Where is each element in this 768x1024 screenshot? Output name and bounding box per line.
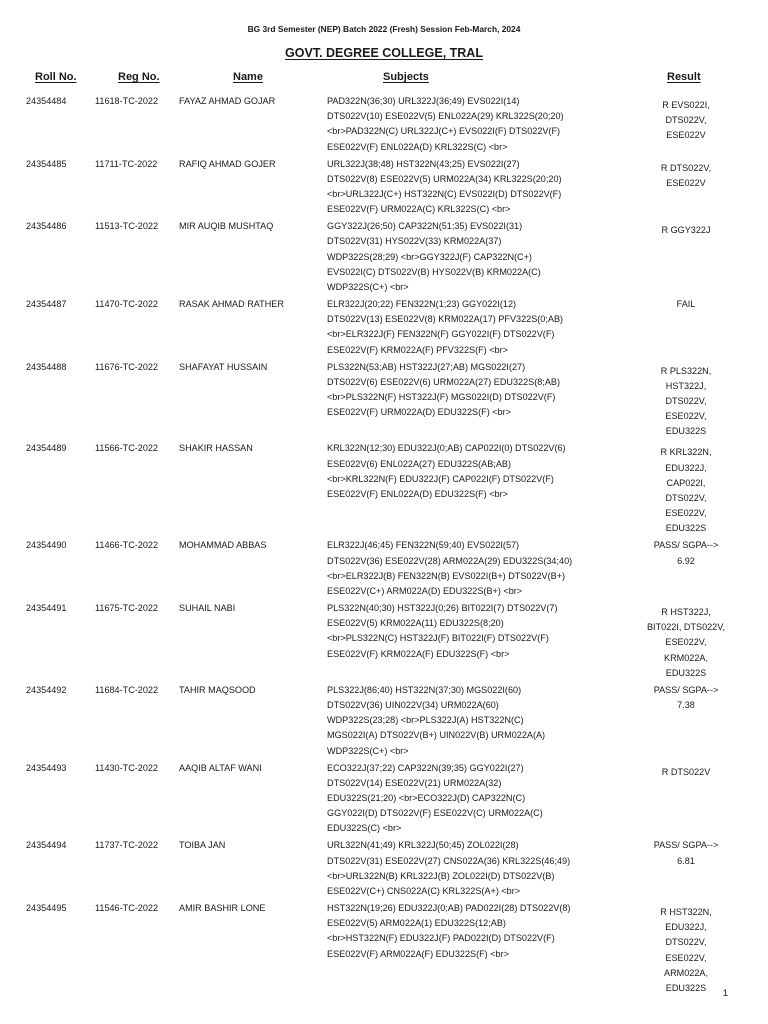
subjects-cell <box>327 601 632 662</box>
roll-number: 24354485 <box>26 158 67 169</box>
registration-number: 11676-TC-2022 <box>95 361 159 372</box>
subjects-line: EDU322S(C) <br> <box>327 823 402 834</box>
subjects-line: ELR322J(46;45) FEN322N(59;40) EVS022I(57) <box>327 540 520 551</box>
student-name: TOIBA JAN <box>179 840 226 851</box>
result-line: 6.92 <box>677 555 695 566</box>
subjects-line: ELR322J(20;22) FEN322N(1;23) GGY022I(12) <box>327 298 517 309</box>
result-line: DTS022V, <box>665 395 707 406</box>
subjects-cell <box>327 157 632 218</box>
subjects-line: ESE022V(F) URM022A(C) KRL322S(C) <br> <box>327 204 511 215</box>
result-line: R HST322N, <box>660 906 712 917</box>
subjects-line: EDU322S(21;20) <br>ECO322J(D) CAP322N(C) <box>327 792 526 803</box>
subjects-line: ESE022V(6) ENL022A(27) EDU322S(AB;AB) <box>327 458 511 469</box>
result-line: EDU322S <box>665 523 707 534</box>
subjects-line: GGY022I(D) DTS022V(F) ESE022V(C) URM022A(C) <box>327 808 543 819</box>
result-line: EDU322J, <box>665 922 707 933</box>
result-line: R PLS322N, <box>660 365 712 376</box>
table-row <box>0 601 768 683</box>
result-cell <box>636 157 736 191</box>
roll-number: 24354489 <box>26 443 67 454</box>
student-name: FAYAZ AHMAD GOJAR <box>179 96 276 106</box>
roll-number: 24354484 <box>26 96 67 106</box>
subjects-line: ESE022V(F) KRM022A(F) EDU322S(F) <br> <box>327 648 510 659</box>
result-line: CAP022I, <box>666 477 706 488</box>
subjects-line: PLS322N(53;AB) HST322J(27;AB) MGS022I(27) <box>327 361 526 372</box>
subjects-line: ESE022V(5) KRM022A(11) EDU322S(8;20) <box>327 618 504 629</box>
result-line: R DTS022V <box>661 766 711 777</box>
table-row <box>0 157 768 220</box>
table-row <box>0 441 768 538</box>
subjects-cell <box>327 761 632 837</box>
subjects-line: ESE022V(F) ENL022A(D) EDU322S(F) <br> <box>327 488 508 499</box>
subjects-line: <br>PAD322N(C) URL322J(C+) EVS022I(F) DTS022V(F) <box>327 126 561 137</box>
table-row <box>0 360 768 442</box>
subjects-line: WDP322S(23;28) <br>PLS322J(A) HST322N(C) <box>327 715 524 726</box>
result-line: BIT022I, DTS022V, <box>646 622 725 633</box>
subjects-line: WDP322S(28;29) <br>GGY322J(F) CAP322N(C+) <box>327 251 532 262</box>
result-line: R EVS022I, <box>662 100 710 110</box>
result-line: EDU322S <box>665 982 707 993</box>
student-name: TAHIR MAQSOOD <box>179 684 256 695</box>
subjects-line: ESE022V(F) KRM022A(F) PFV322S(F) <br> <box>327 344 508 355</box>
result-cell <box>636 538 736 568</box>
subjects-line: MGS022I(A) DTS022V(B+) UIN022V(B) URM022A(A) <box>327 730 546 741</box>
student-name: AMIR BASHIR LONE <box>179 902 266 913</box>
subjects-cell <box>327 538 632 599</box>
subjects-line: <br>URL322N(B) KRL322J(B) ZOL022I(D) DTS022V(B) <box>327 870 555 881</box>
result-cell <box>636 601 736 681</box>
table-row <box>0 94 768 157</box>
result-line: R KRL322N, <box>660 447 712 458</box>
result-cell <box>636 360 736 440</box>
result-line: DTS022V, <box>665 492 707 503</box>
result-line: PASS/ SGPA--> <box>653 684 719 695</box>
result-line: ESE022V <box>666 130 706 141</box>
subjects-cell <box>327 219 632 295</box>
subjects-line: <br>ELR322J(F) FEN322N(F) GGY022I(F) DTS022V(F) <box>327 329 555 340</box>
result-line: ESE022V, <box>665 637 707 648</box>
result-line: ARM022A, <box>664 967 708 978</box>
subjects-cell <box>327 683 632 759</box>
result-line: 6.81 <box>677 855 695 866</box>
subjects-line: DTS022V(6) ESE022V(6) URM022A(27) EDU322S(8;AB) <box>327 376 560 387</box>
result-cell <box>636 838 736 868</box>
registration-number: 11466-TC-2022 <box>95 540 159 551</box>
roll-number: 24354491 <box>26 602 67 613</box>
result-line: ESE022V, <box>665 508 707 519</box>
student-name: MIR AUQIB MUSHTAQ <box>179 221 274 232</box>
registration-number: 11430-TC-2022 <box>95 762 159 773</box>
table-row <box>0 901 768 998</box>
page-number: 1 <box>722 988 728 999</box>
subjects-line: DTS022V(13) ESE022V(8) KRM022A(17) PFV322S(0;AB) <box>327 314 564 325</box>
subjects-line: DTS022V(31) HYS022V(33) KRM022A(37) <box>327 236 502 247</box>
registration-number: 11675-TC-2022 <box>95 602 159 613</box>
table-row <box>0 761 768 839</box>
subjects-line: DTS022V(10) ESE022V(5) ENL022A(29) KRL322S(20;20) <box>327 111 564 122</box>
roll-number: 24354488 <box>26 361 67 372</box>
result-cell <box>636 683 736 713</box>
table-row <box>0 219 768 297</box>
table-row <box>0 838 768 901</box>
subjects-line: <br>KRL322N(F) EDU322J(F) CAP022I(F) DTS022V(F) <box>327 473 554 484</box>
subjects-cell <box>327 297 632 358</box>
result-line: R DTS022V, <box>660 162 712 173</box>
subjects-line: DTS022V(36) ESE022V(28) ARM022A(29) EDU322S(34;40) <box>327 555 573 566</box>
registration-number: 11546-TC-2022 <box>95 902 159 913</box>
student-name: RAFIQ AHMAD GOJER <box>179 158 276 169</box>
subjects-line: GGY322J(26;50) CAP322N(51;35) EVS022I(31) <box>327 221 523 232</box>
roll-number: 24354494 <box>26 840 67 851</box>
subjects-cell <box>327 360 632 421</box>
roll-number: 24354490 <box>26 540 67 551</box>
subjects-line: DTS022V(14) ESE022V(21) URM022A(32) <box>327 777 502 788</box>
subjects-line: PAD322N(36;30) URL322J(36;49) EVS022I(14) <box>327 96 520 106</box>
subjects-line: PLS322J(86;40) HST322N(37;30) MGS022I(60) <box>327 684 522 695</box>
subjects-cell <box>327 441 632 502</box>
result-line: KRM022A, <box>664 652 708 663</box>
result-cell <box>636 901 736 996</box>
subjects-line: EVS022I(C) DTS022V(B) HYS022V(B) KRM022A(C) <box>327 266 541 277</box>
subjects-line: <br>PLS322N(C) HST322J(F) BIT022I(F) DTS022V(F) <box>327 633 549 644</box>
result-line: EDU322S <box>665 426 707 437</box>
roll-number: 24354495 <box>26 902 67 913</box>
result-cell <box>636 441 736 536</box>
subjects-line: ESE022V(C+) CNS022A(C) KRL322S(A+) <br> <box>327 885 521 896</box>
student-name: SUHAIL NABI <box>179 602 236 613</box>
subjects-line: URL322N(41;49) KRL322J(50;45) ZOL022I(28) <box>327 840 519 851</box>
batch-session-title: BG 3rd Semester (NEP) Batch 2022 (Fresh) Session Feb-March, 2024 <box>247 24 521 34</box>
result-line: FAIL <box>676 298 696 309</box>
result-line: R HST322J, <box>661 606 711 617</box>
subjects-line: ESE022V(F) URM022A(D) EDU322S(F) <br> <box>327 407 511 418</box>
subjects-line: <br>ELR322J(B) FEN322N(B) EVS022I(B+) DTS022V(B+) <box>327 570 566 581</box>
result-line: DTS022V, <box>665 115 707 126</box>
subjects-line: ESE022V(F) ARM022A(F) EDU322S(F) <br> <box>327 948 509 959</box>
column-header-subjects: Subjects <box>383 71 429 83</box>
roll-number: 24354487 <box>26 298 67 309</box>
subjects-line: <br>PLS322N(F) HST322J(F) MGS022I(D) DTS022V(F) <box>327 391 556 402</box>
result-line: ESE022V, <box>665 952 707 963</box>
registration-number: 11737-TC-2022 <box>95 840 159 851</box>
student-name: MOHAMMAD ABBAS <box>179 540 267 551</box>
result-line: 7.38 <box>677 699 695 710</box>
registration-number: 11711-TC-2022 <box>95 158 158 169</box>
subjects-line: WDP322S(C+) <br> <box>327 745 409 756</box>
column-header-result: Result <box>667 71 701 83</box>
registration-number: 11566-TC-2022 <box>95 443 159 454</box>
column-header-roll-no: Roll No. <box>35 71 77 83</box>
result-line: HST322J, <box>665 380 707 391</box>
column-header-reg-no: Reg No. <box>118 71 160 83</box>
subjects-cell <box>327 901 632 962</box>
registration-number: 11470-TC-2022 <box>95 298 159 309</box>
result-line: DTS022V, <box>665 937 707 948</box>
table-row <box>0 297 768 360</box>
subjects-line: <br>HST322N(F) EDU322J(F) PAD022I(D) DTS022V(F) <box>327 933 555 944</box>
student-name: AAQIB ALTAF WANI <box>179 762 262 773</box>
registration-number: 11513-TC-2022 <box>95 221 159 232</box>
student-name: RASAK AHMAD RATHER <box>179 298 284 309</box>
subjects-line: URL322J(38;48) HST322N(43;25) EVS022I(27) <box>327 158 520 169</box>
result-cell <box>636 219 736 238</box>
subjects-line: ECO322J(37;22) CAP322N(39;35) GGY022I(27) <box>327 762 524 773</box>
student-name: SHAFAYAT HUSSAIN <box>179 361 268 372</box>
subjects-line: ESE022V(F) ENL022A(D) KRL322S(C) <br> <box>327 141 508 152</box>
college-name: GOVT. DEGREE COLLEGE, TRAL <box>285 46 483 60</box>
subjects-line: DTS022V(8) ESE022V(5) URM022A(34) KRL322S(20;20) <box>327 173 562 184</box>
result-line: ESE022V <box>666 177 706 188</box>
subjects-line: WDP322S(C+) <br> <box>327 282 409 292</box>
subjects-line: PLS322N(40;30) HST322J(0;26) BIT022I(7) DTS022V(7) <box>327 602 558 613</box>
roll-number: 24354486 <box>26 221 67 232</box>
result-cell <box>636 94 736 144</box>
subjects-line: DTS022V(31) ESE022V(27) CNS022A(36) KRL322S(46;49) <box>327 855 571 866</box>
result-cell <box>636 297 736 312</box>
result-line: ESE022V, <box>665 411 707 422</box>
student-name: SHAKIR HASSAN <box>179 443 253 454</box>
results-table-body <box>0 94 768 998</box>
result-line: EDU322S <box>665 667 707 678</box>
subjects-line: <br>URL322J(C+) HST322N(C) EVS022I(D) DTS022V(F) <box>327 189 562 199</box>
roll-number: 24354493 <box>26 762 67 773</box>
subjects-line: ESE022V(C+) ARM022A(D) EDU322S(B+) <br> <box>327 585 523 596</box>
result-line: PASS/ SGPA--> <box>653 840 719 851</box>
result-line: PASS/ SGPA--> <box>653 540 719 551</box>
registration-number: 11618-TC-2022 <box>95 96 159 106</box>
result-line: R GGY322J <box>661 225 711 236</box>
result-line: EDU322J, <box>665 462 707 473</box>
result-cell <box>636 761 736 780</box>
subjects-line: KRL322N(12;30) EDU322J(0;AB) CAP022I(0) DTS022V(6) <box>327 443 566 454</box>
column-header-name: Name <box>233 71 263 83</box>
subjects-cell <box>327 94 632 155</box>
table-row <box>0 538 768 601</box>
subjects-line: ESE022V(5) ARM022A(1) EDU322S(12;AB) <box>327 918 506 929</box>
table-row <box>0 683 768 761</box>
subjects-line: HST322N(19;26) EDU322J(0;AB) PAD022I(28) DTS022V(8) <box>327 902 571 913</box>
registration-number: 11684-TC-2022 <box>95 684 159 695</box>
subjects-line: DTS022V(36) UIN022V(34) URM022A(60) <box>327 699 499 710</box>
roll-number: 24354492 <box>26 684 67 695</box>
subjects-cell <box>327 838 632 899</box>
